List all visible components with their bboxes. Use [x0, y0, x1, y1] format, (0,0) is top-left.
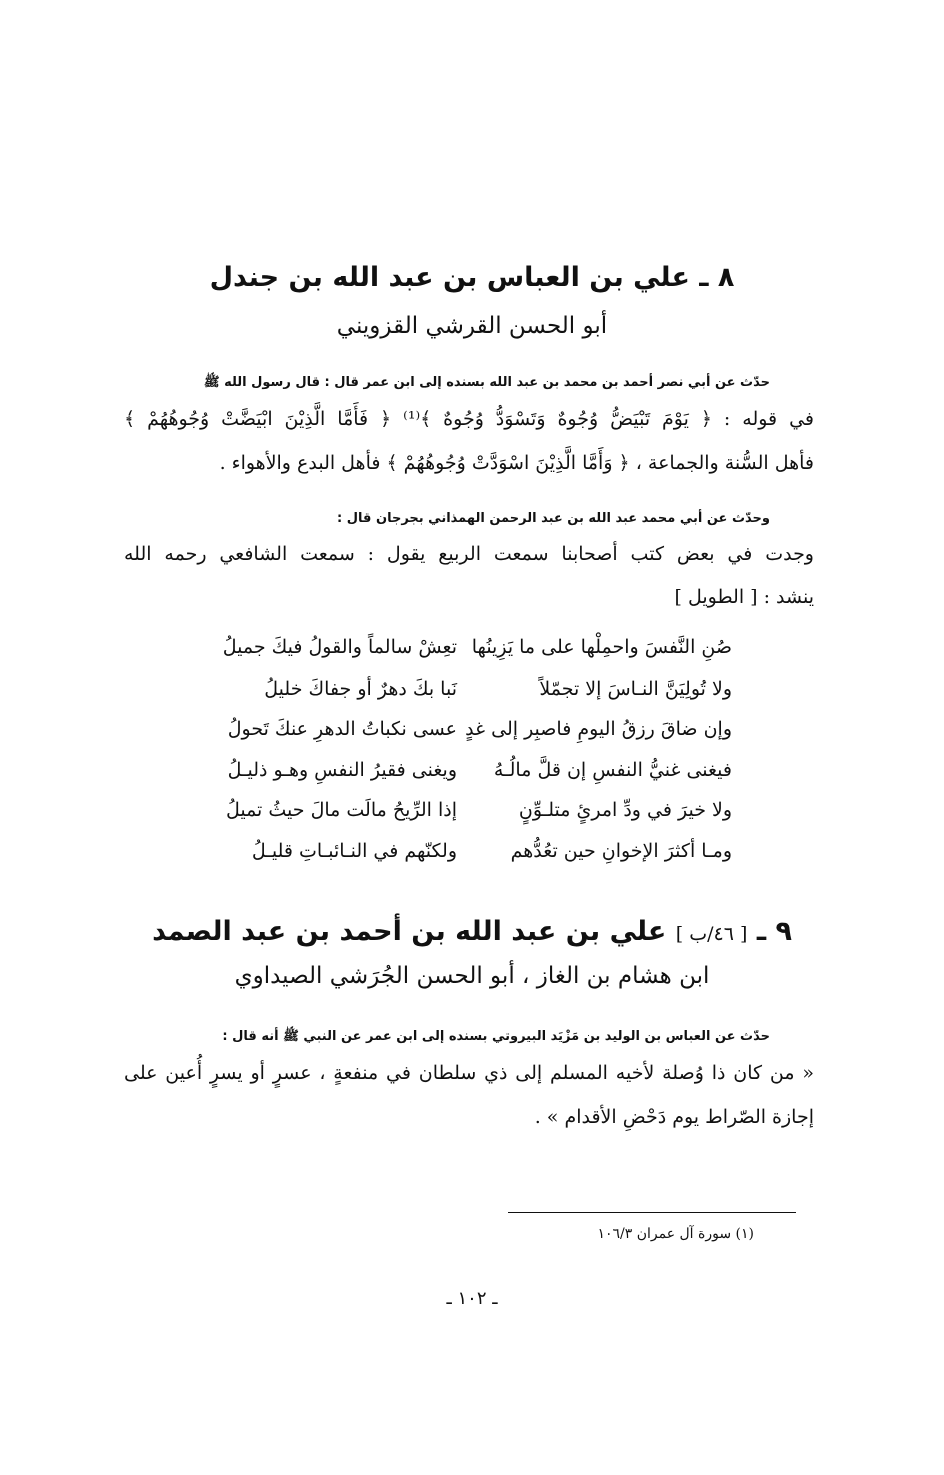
entry-8-isnad: حدّث عن أبي نصر أحمد بن محمد بن عبد الله بسنده إلى ابن عمر قال : قال رسول الله ﷺ — [203, 375, 770, 390]
poem-verse-3-first-hemistich: وإن ضاقَ رزقُ اليومِ فاصبِر إلى غدٍ — [465, 718, 732, 740]
poem-verse-3-second-hemistich: عسى نكباتُ الدهرِ عنكَ تَحولُ — [227, 718, 457, 740]
poem-verse-5-second-hemistich: إذا الرِّيحُ مالَت مالَ حيثُ تميلُ — [225, 799, 457, 821]
poem-verse-1-first-hemistich: صُنِ النَّفسَ واحمِلْها على ما يَزِينُها — [471, 636, 732, 658]
entry-9-title — [0, 916, 944, 947]
entry-8-text2-line-2: ينشد : [ الطويل ] — [674, 586, 814, 608]
entry-9-number: ٩ ـ — [756, 916, 792, 947]
entry-8-text-line-2: فأهل السُّنة والجماعة ، ﴿ وَأَمَّا الَّذِيْنَ اسْوَدَّتْ وُجُوهُهُمْ ﴾ فأهل البدع والأهواء . — [219, 452, 814, 474]
page-number: ـ ١٠٢ ـ — [446, 1288, 498, 1309]
entry-8-subtitle: أبو الحسن القرشي القزويني — [336, 313, 608, 339]
poem-verse-2-second-hemistich: نَبا بكَ دهرٌ أو جفاكَ خليلُ — [264, 678, 457, 700]
poem-verse-6-first-hemistich: ومـا أكثرَ الإخوانِ حين تعُدُّهم — [510, 840, 732, 862]
entry-9-text-line-1: « من كان ذا وُصلة لأخيه المسلم إلى ذي سلطان في منفعةٍ ، عسرٍ أو يسرٍ أُعين على — [124, 1062, 814, 1084]
entry-9-isnad: حدّث عن العباس بن الوليد بن مَزْيَد البيروتي بسنده إلى ابن عمر عن النبي ﷺ أنه قال : — [222, 1029, 770, 1044]
poem-verse-4-first-hemistich: فيغنى غنيُّ النفسِ إن قلَّ مالُـهُ — [493, 759, 732, 781]
entry-8-title: ٨ ـ علي بن العباس بن عبد الله بن جندل — [209, 262, 735, 293]
footnote-1: (١) سورة آل عمران ١٠٦/٣ — [597, 1226, 754, 1242]
poem-verse-4-second-hemistich: ويغنى فقيرُ النفسِ وهـو ذليـلُ — [227, 759, 457, 781]
poem-verse-6-second-hemistich: ولكنّهم في النـائبـاتِ قليـلُ — [251, 840, 457, 862]
folio-marker: [ ٤٦/ب ] — [675, 923, 748, 945]
entry-9-name: علي بن عبد الله بن أحمد بن عبد الصمد — [152, 916, 667, 947]
footnote-separator — [508, 1212, 796, 1213]
entry-8-text-line-1: في قوله : ﴿ يَوْمَ تَبْيَضُّ وُجُوهٌ وَتَسْوَدُّ وُجُوهٌ ﴾⁽¹⁾ ﴿ فَأَمَّا الَّذِيْنَ ابْيَضَّتْ وُجُوهُهُمْ ﴾ — [124, 408, 814, 430]
entry-8-isnad-2: وحدّث عن أبي محمد عبد الله بن عبد الرحمن الهمذاني بجرجان قال : — [337, 511, 770, 526]
poem-verse-1-second-hemistich: تعِشْ سالماً والقولُ فيكَ جميلُ — [222, 636, 457, 658]
entry-9-subtitle: ابن هشام بن الغاز ، أبو الحسن الجُرَشي الصيداوي — [234, 963, 710, 989]
entry-8-text2-line-1: وجدت في بعض كتب أصحابنا سمعت الربيع يقول : سمعت الشافعي رحمه الله — [124, 543, 814, 565]
poem-verse-5-first-hemistich: ولا خيرَ في ودِّ امرئٍ متلـوِّنٍ — [518, 799, 732, 821]
entry-9-text-line-2: إجازة الصّراط يوم دَحْضِ الأقدام » . — [534, 1106, 814, 1128]
poem-verse-2-first-hemistich: ولا تُولِيَنَّ النـاسَ إلا تجمّلاً — [539, 678, 732, 700]
